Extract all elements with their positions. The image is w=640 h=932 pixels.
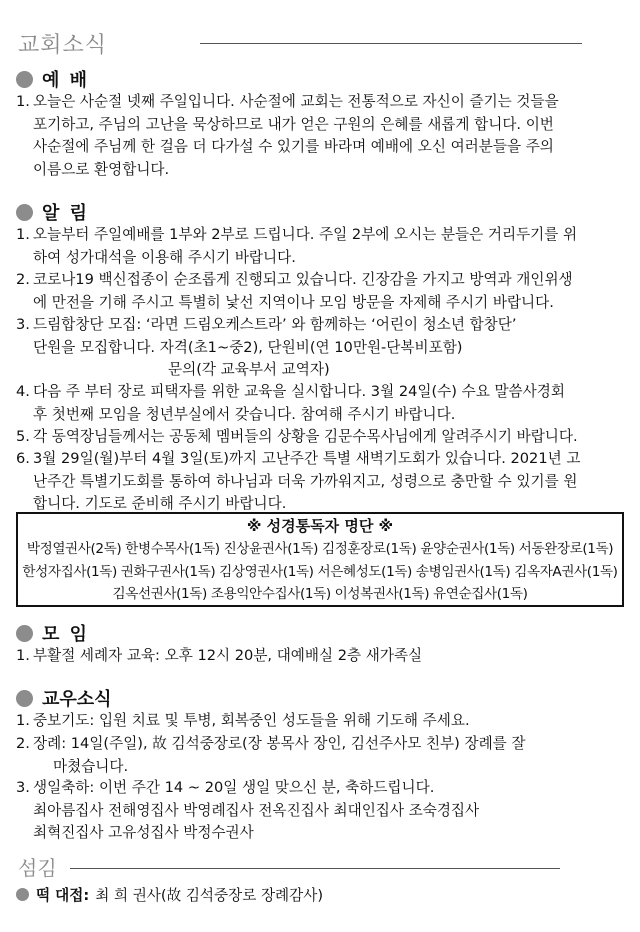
- bullet-dot-icon: [16, 625, 33, 642]
- item-line: 이름으로 환영합니다.: [33, 160, 170, 178]
- notice-item-3: [16, 314, 622, 382]
- item-line: 오늘은 사순절 넷째 주일입니다. 사순절에 교회는 전통적으로 자신이 즐기는 것들을: [33, 93, 559, 110]
- bullet-dot-icon: [16, 888, 29, 901]
- bible-readers-row: 박정열권사(2독) 한병수목사(1독) 진상윤권사(1독) 김정훈장로(1독) 윤양순권사(1독) 서동완장로(1독): [26, 541, 614, 557]
- member-item-3: [16, 777, 622, 845]
- item-line: 다음 주 부터 장로 피택자를 위한 교육을 실시합니다. 3월 24일(수) 수요 말씀사경회: [33, 383, 565, 400]
- item-number: 1.: [16, 712, 30, 729]
- item-line: 에 만전을 기해 주시고 특별히 낯선 지역이나 모임 방문을 자제해 주시기 바랍니다.: [33, 293, 554, 311]
- meetings-heading: [16, 620, 89, 646]
- notice-item-5: [16, 426, 622, 449]
- item-line: 드림합창단 모집: ‘라면 드림오케스트라’ 와 함께하는 ‘어린이 청소년 합창단’: [33, 316, 517, 333]
- meeting-item-1: [16, 645, 622, 668]
- page-title: 교회소식: [18, 33, 108, 58]
- item-line: 코로나19 백신접종이 순조롭게 진행되고 있습니다. 긴장감을 가지고 방역과 개인위생: [33, 271, 573, 288]
- item-number: 6.: [16, 450, 30, 467]
- item-line: 후 첫번째 모임을 청년부실에서 갖습니다. 참여해 주시기 바랍니다.: [33, 405, 456, 423]
- bullet-dot-icon: [16, 204, 33, 221]
- item-line: 중보기도: 입원 치료 및 투병, 회복중인 성도들을 위해 기도해 주세요.: [33, 712, 470, 729]
- item-number: 5.: [16, 428, 30, 445]
- item-line: 각 동역장님들께서는 공동체 멤버들의 상황을 김문수목사님에게 알려주시기 바랍니다.: [33, 428, 578, 445]
- item-line: 포기하고, 주님의 고난을 묵상하므로 내가 얻은 구원의 은혜를 새롭게 합니다. 이번: [33, 115, 554, 133]
- item-number: 3.: [16, 316, 30, 333]
- item-line: 마쳤습니다.: [53, 757, 129, 775]
- bible-readers-box: [16, 512, 624, 607]
- item-line: 합니다. 기도로 준비해 주시기 바랍니다.: [33, 495, 287, 512]
- service-divider: [70, 868, 560, 869]
- item-line: 문의(각 교육부서 교역자): [168, 361, 330, 378]
- notice-item-1: [16, 224, 622, 269]
- bullet-dot-icon: [16, 71, 33, 88]
- meetings-title: 모 임: [42, 624, 90, 645]
- item-line: 3월 29일(월)부터 4월 3일(토)까지 고난주간 특별 새벽기도회가 있습니다. 2021년 고: [33, 450, 581, 467]
- service-label: 떡 대접:: [36, 887, 90, 904]
- item-number: 2.: [16, 735, 30, 752]
- bible-readers-row: 김옥선권사(1독) 조용익안수집사(1독) 이성복권사(1독) 유연순집사(1독): [112, 586, 528, 602]
- members-heading: [16, 685, 112, 711]
- service-line: [16, 884, 323, 905]
- item-number: 2.: [16, 271, 30, 288]
- item-number: 1.: [16, 226, 30, 243]
- worship-item-1: [16, 91, 622, 181]
- item-number: 4.: [16, 383, 30, 400]
- bible-readers-title: ※ 성경통독자 명단 ※: [246, 517, 394, 535]
- item-number: 1.: [16, 647, 30, 664]
- notices-title: 알 림: [42, 203, 90, 224]
- item-line: 최아름집사 전해영집사 박영례집사 전옥진집사 최대인집사 조숙경집사: [33, 801, 480, 819]
- item-line: 장례: 14일(주일), 故 김석중장로(장 봉목사 장인, 김선주사모 친부) 장례를 잘: [33, 735, 526, 752]
- item-line: 난주간 특별기도회를 통하여 하나님과 더욱 가까워지고, 성령으로 충만할 수 있기를 원: [33, 472, 578, 490]
- service-text: 최 희 권사(故 김석중장로 장례감사): [95, 887, 324, 904]
- worship-heading: [16, 66, 89, 92]
- bible-readers-row: 한성자집사(1독) 권화구권사(1독) 김상영권사(1독) 서은혜성도(1독) 송병임권사(1독) 김옥자A권사(1독): [22, 563, 618, 580]
- member-item-2: [16, 733, 622, 778]
- title-divider: [200, 43, 582, 44]
- item-line: 생일축하: 이번 주간 14 ~ 20일 생일 맞으신 분, 축하드립니다.: [33, 779, 435, 796]
- notice-item-2: [16, 269, 622, 314]
- bullet-dot-icon: [16, 690, 33, 707]
- item-line: 사순절에 주님께 한 걸음 더 다가설 수 있기를 바라며 예배에 오신 여러분들을 주의: [33, 138, 554, 155]
- worship-title: 예 배: [42, 70, 90, 91]
- item-line: 최혁진집사 고유성집사 박정수권사: [33, 824, 254, 841]
- notice-item-6: [16, 448, 622, 516]
- item-line: 단원을 모집합니다. 자격(초1~중2), 단원비(연 10만원-단복비포함): [33, 338, 463, 356]
- member-item-1: [16, 710, 622, 733]
- item-number: 3.: [16, 779, 30, 796]
- item-line: 하여 성가대석을 이용해 주시기 바랍니다.: [33, 248, 296, 266]
- notices-heading: [16, 199, 89, 225]
- notice-item-4: [16, 381, 622, 426]
- item-line: 부활절 세례자 교육: 오후 12시 20분, 대예배실 2층 새가족실: [33, 647, 423, 664]
- members-title: 교우소식: [42, 689, 112, 710]
- item-line: 오늘부터 주일예배를 1부와 2부로 드립니다. 주일 2부에 오시는 분들은 거리두기를 위: [33, 226, 578, 243]
- service-heading: 섬김: [18, 856, 57, 880]
- item-number: 1.: [16, 93, 30, 110]
